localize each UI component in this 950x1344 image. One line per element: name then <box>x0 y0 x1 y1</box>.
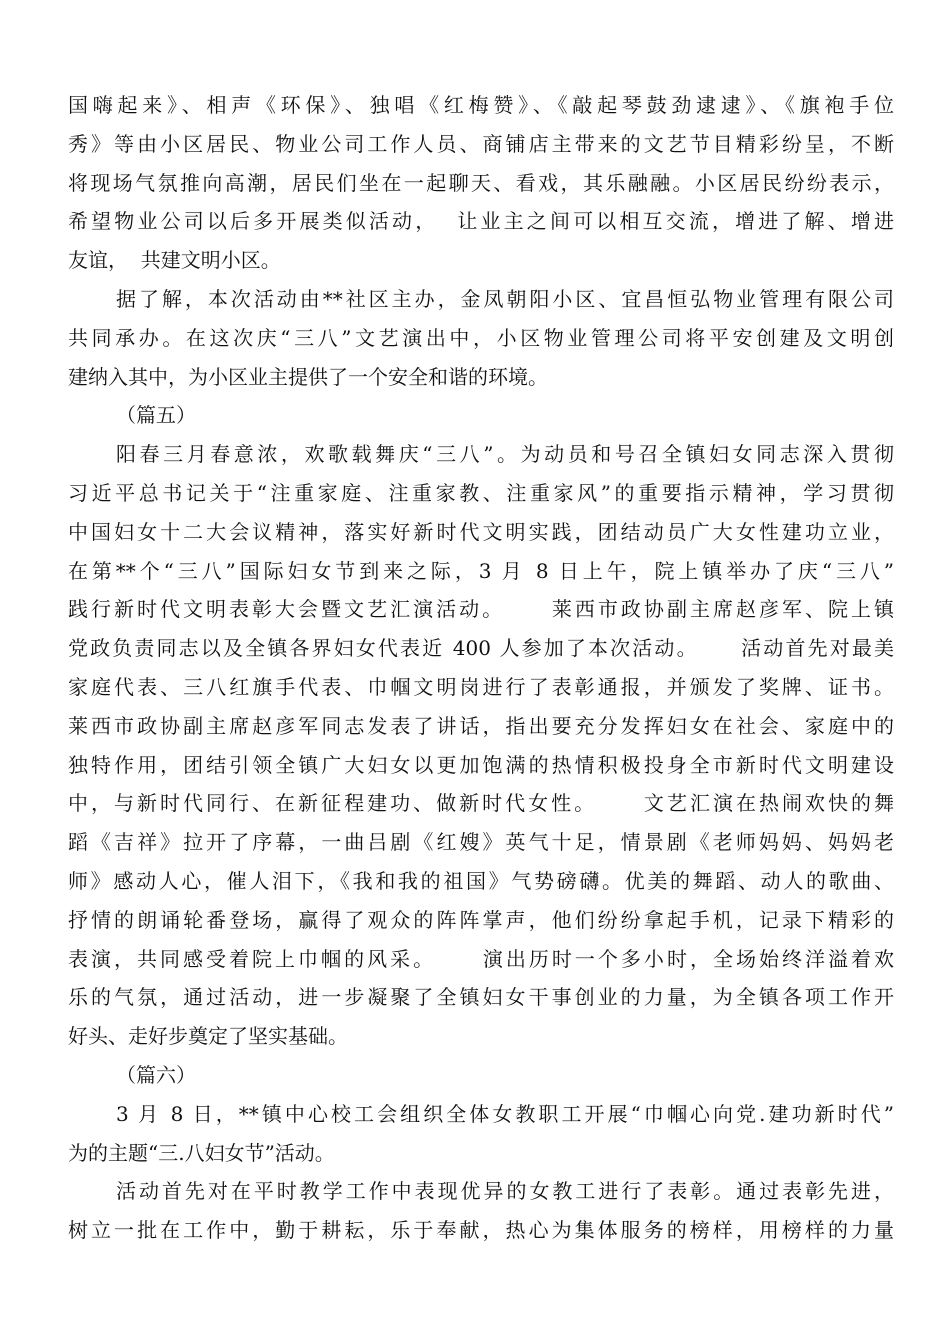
text-line: 阳春三月春意浓，欢歌载舞庆“三八”。为动员和号召全镇妇女同志深入贯彻 <box>116 442 894 467</box>
text-line: 共同承办。在这次庆“三八”文艺演出中，小区物业管理公司将平安创建及文明创 <box>68 325 894 350</box>
text-line: （篇六） <box>116 1062 196 1087</box>
text-line: （篇五） <box>116 403 196 428</box>
text-line: 蹈《吉祥》拉开了序幕，一曲吕剧《红嫂》英气十足，情景剧《老师妈妈、妈妈老 <box>68 830 894 855</box>
text-line: 树立一批在工作中，勤于耕耘，乐于奉献，热心为集体服务的榜样，用榜样的力量 <box>68 1218 894 1243</box>
text-line: 中，与新时代同行、在新征程建功、做新时代女性。 文艺汇演在热闹欢快的舞 <box>68 791 894 816</box>
text-line: 师》感动人心，催人泪下，《我和我的祖国》气势磅礴。优美的舞蹈、动人的歌曲、 <box>68 868 894 893</box>
text-line: 3 月 8 日，**镇中心校工会组织全体女教职工开展“巾帼心向党.建功新时代” <box>116 1101 894 1126</box>
text-line: 据了解，本次活动由**社区主办，金凤朝阳小区、宜昌恒弘物业管理有限公司 <box>116 286 894 311</box>
text-line: 将现场气氛推向高潮，居民们坐在一起聊天、看戏，其乐融融。小区居民纷纷表示， <box>68 170 894 195</box>
text-line: 乐的气氛，通过活动，进一步凝聚了全镇妇女干事创业的力量，为全镇各项工作开 <box>68 985 894 1010</box>
text-line: 友谊， 共建文明小区。 <box>68 248 281 273</box>
text-line: 希望物业公司以后多开展类似活动， 让业主之间可以相互交流，增进了解、增进 <box>68 209 894 234</box>
text-line: 好头、走好步奠定了坚实基础。 <box>68 1024 348 1049</box>
text-line: 活动首先对在平时教学工作中表现优异的女教工进行了表彰。通过表彰先进， <box>116 1179 894 1204</box>
text-line: 党政负责同志以及全镇各界妇女代表近 400 人参加了本次活动。 活动首先对最美 <box>68 636 894 661</box>
text-line: 表演，共同感受着院上巾帼的风采。 演出历时一个多小时，全场始终洋溢着欢 <box>68 946 894 971</box>
text-line: 抒情的朗诵轮番登场，赢得了观众的阵阵掌声，他们纷纷拿起手机，记录下精彩的 <box>68 907 894 932</box>
text-line: 莱西市政协副主席赵彦军同志发表了讲话，指出要充分发挥妇女在社会、家庭中的 <box>68 713 894 738</box>
text-line: 独特作用，团结引领全镇广大妇女以更加饱满的热情积极投身全市新时代文明建设 <box>68 752 894 777</box>
text-line: 为的主题“三.八妇女节”活动。 <box>68 1140 335 1165</box>
text-line: 国嗨起来》、相声《环保》、独唱《红梅赞》、《敲起琴鼓劲逮逮》、《旗袍手位 <box>68 93 894 117</box>
text-line: 在第**个“三八”国际妇女节到来之际，3 月 8 日上午，院上镇举办了庆“三八” <box>68 558 894 583</box>
text-line: 秀》等由小区居民、物业公司工作人员、商铺店主带来的文艺节目精彩纷呈，不断 <box>68 131 894 156</box>
text-line: 习近平总书记关于“注重家庭、注重家教、注重家风”的重要指示精神，学习贯彻 <box>68 480 894 505</box>
text-line: 建纳入其中，为小区业主提供了一个安全和谐的环境。 <box>68 364 548 389</box>
document-body <box>68 86 894 1250</box>
text-line: 中国妇女十二大会议精神，落实好新时代文明实践，团结动员广大女性建功立业， <box>68 519 894 544</box>
text-line: 家庭代表、三八红旗手代表、巾帼文明岗进行了表彰通报，并颁发了奖牌、证书。 <box>68 674 894 699</box>
text-line: 践行新时代文明表彰大会暨文艺汇演活动。 莱西市政协副主席赵彦军、院上镇 <box>68 597 894 622</box>
